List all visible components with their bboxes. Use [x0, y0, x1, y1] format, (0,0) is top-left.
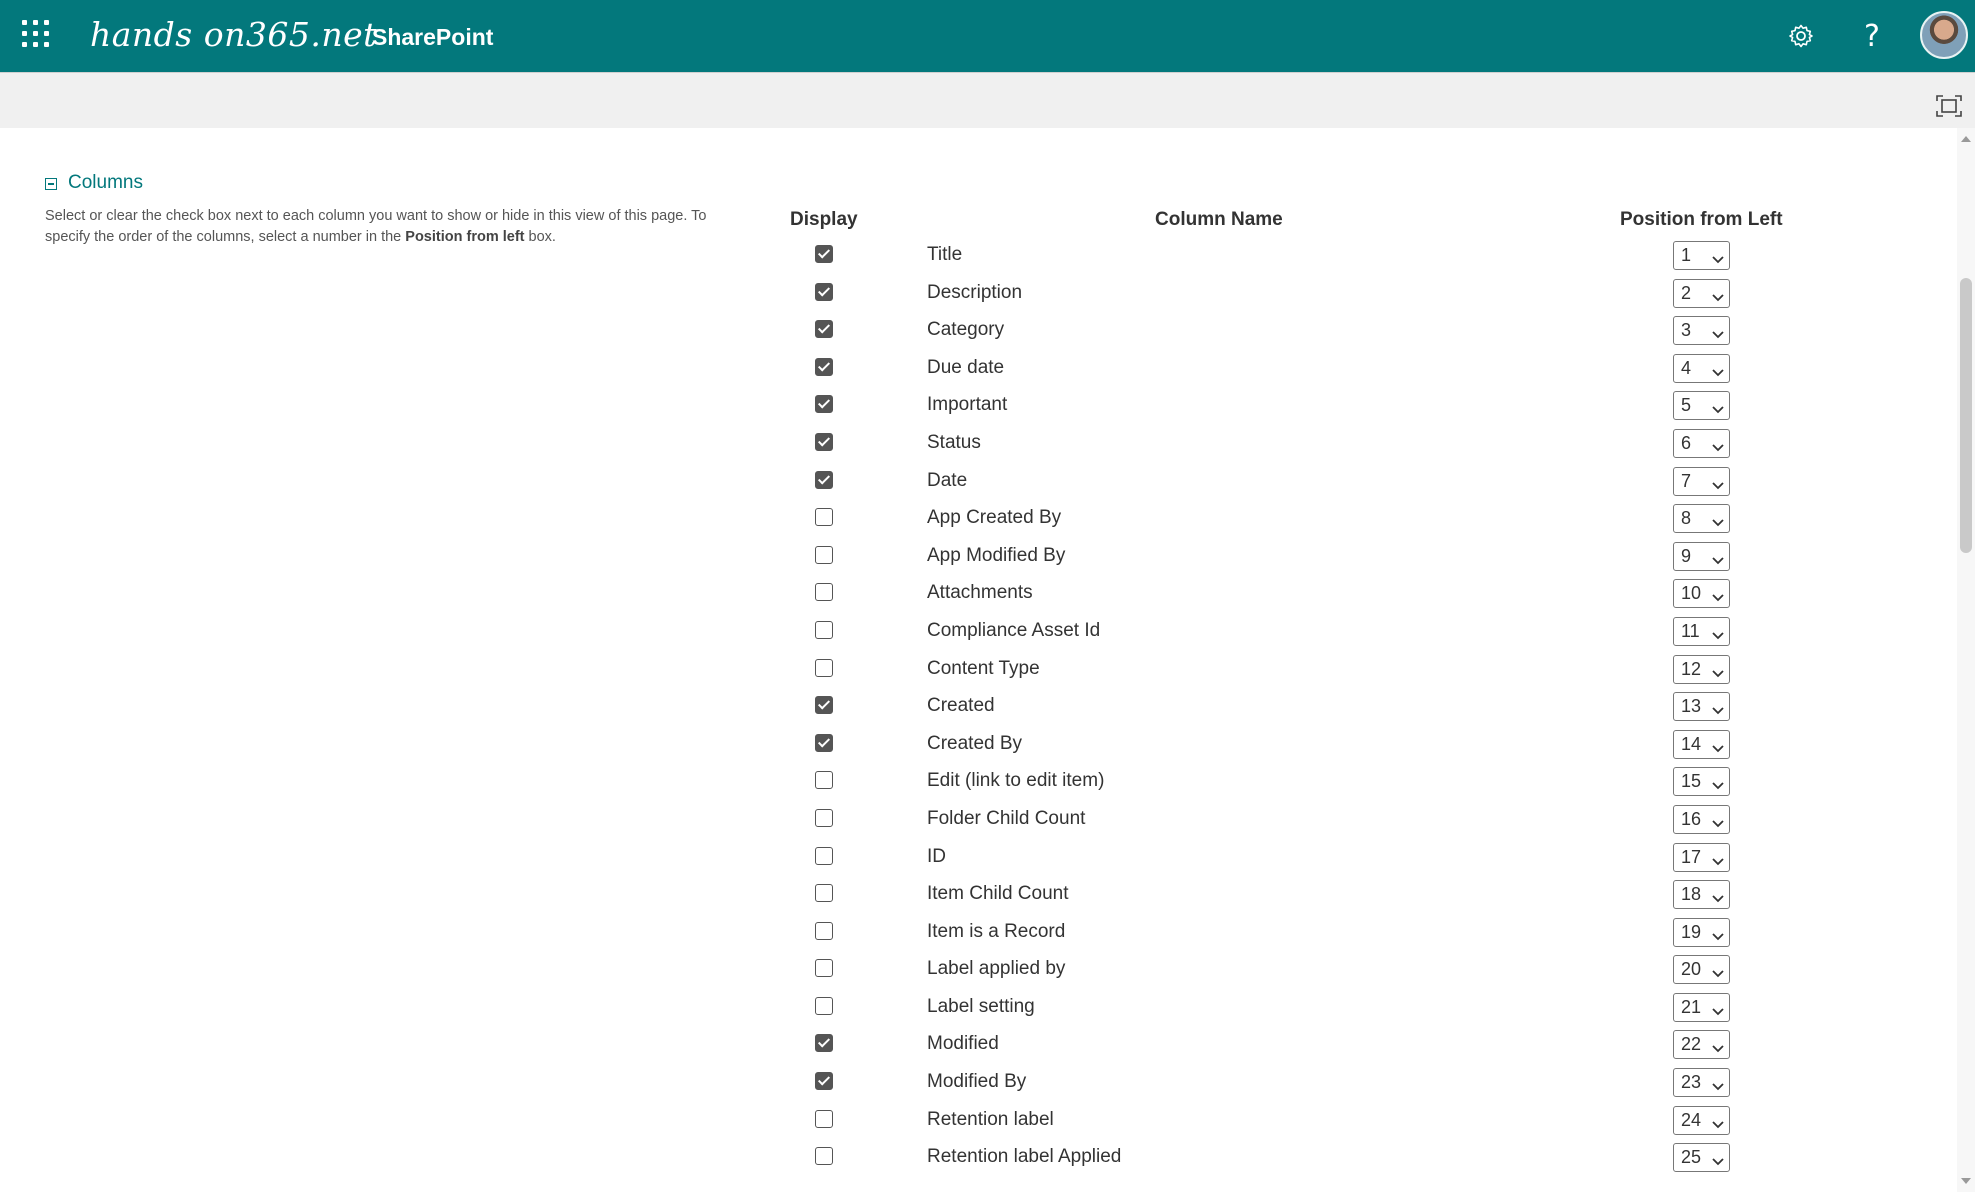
chevron-down-icon [1712, 853, 1724, 871]
position-select[interactable] [1673, 504, 1730, 533]
position-select[interactable] [1673, 1030, 1730, 1059]
column-name: Attachments [927, 582, 1033, 604]
scroll-up-arrow-icon[interactable] [1961, 136, 1971, 142]
column-name: App Modified By [927, 544, 1066, 566]
column-row [0, 1030, 1900, 1068]
position-value: 13 [1681, 696, 1702, 717]
column-name: Compliance Asset Id [927, 619, 1101, 641]
display-checkbox[interactable] [815, 283, 833, 301]
chevron-down-icon [1712, 289, 1724, 307]
section-description-end: box. [524, 229, 556, 245]
column-name: Status [927, 431, 981, 453]
position-value: 7 [1681, 470, 1692, 491]
column-name: Modified [927, 1033, 999, 1055]
chevron-down-icon [1712, 702, 1724, 720]
section-description-bold: Position from left [405, 229, 525, 245]
position-select[interactable] [1673, 316, 1730, 345]
column-row [0, 730, 1900, 768]
column-row [0, 391, 1900, 429]
position-value: 11 [1681, 620, 1700, 641]
position-value: 12 [1681, 658, 1702, 679]
column-row [0, 993, 1900, 1031]
chevron-down-icon [1712, 514, 1724, 532]
column-name: Item is a Record [927, 920, 1066, 942]
chevron-down-icon [1712, 1003, 1724, 1021]
position-select[interactable] [1673, 993, 1730, 1022]
column-row [0, 767, 1900, 805]
column-row [0, 955, 1900, 993]
display-checkbox[interactable] [815, 433, 833, 451]
display-checkbox[interactable] [815, 659, 833, 677]
display-checkbox[interactable] [815, 320, 833, 338]
suite-bar [0, 0, 1975, 72]
column-name: Folder Child Count [927, 807, 1086, 829]
column-name: Created [927, 695, 995, 717]
position-value: 17 [1681, 846, 1702, 867]
position-value: 24 [1681, 1109, 1702, 1130]
column-row [0, 880, 1900, 918]
position-select[interactable] [1673, 918, 1730, 947]
column-row [0, 1068, 1900, 1106]
display-checkbox[interactable] [815, 771, 833, 789]
display-checkbox[interactable] [815, 997, 833, 1015]
column-row [0, 579, 1900, 617]
position-value: 6 [1681, 432, 1692, 453]
position-value: 8 [1681, 508, 1692, 529]
display-checkbox[interactable] [815, 1147, 833, 1165]
column-row [0, 241, 1900, 279]
position-value: 15 [1681, 771, 1702, 792]
chevron-down-icon [1712, 740, 1724, 758]
position-select[interactable] [1673, 391, 1730, 420]
app-launcher-icon[interactable] [18, 16, 52, 56]
display-checkbox[interactable] [815, 1072, 833, 1090]
chevron-down-icon [1712, 401, 1724, 419]
position-select[interactable] [1673, 767, 1730, 796]
column-name: Retention label Applied [927, 1146, 1122, 1168]
position-value: 21 [1681, 996, 1702, 1017]
display-checkbox[interactable] [815, 245, 833, 263]
position-value: 23 [1681, 1072, 1702, 1093]
display-checkbox[interactable] [815, 621, 833, 639]
column-row [0, 692, 1900, 730]
position-value: 19 [1681, 921, 1702, 942]
chevron-down-icon [1712, 326, 1724, 344]
help-icon[interactable]: ? [1864, 18, 1880, 54]
column-name: ID [927, 845, 946, 867]
position-select[interactable] [1673, 730, 1730, 759]
position-select[interactable] [1673, 1106, 1730, 1135]
position-value: 5 [1681, 395, 1692, 416]
display-checkbox[interactable] [815, 508, 833, 526]
position-value: 10 [1681, 583, 1702, 604]
column-name: Title [927, 244, 963, 265]
position-select[interactable] [1673, 843, 1730, 872]
position-select[interactable] [1673, 429, 1730, 458]
display-checkbox[interactable] [815, 959, 833, 977]
column-row [0, 843, 1900, 881]
column-name: Item Child Count [927, 883, 1069, 905]
chevron-down-icon [1712, 627, 1724, 645]
chevron-down-icon [1712, 928, 1724, 946]
position-select[interactable] [1673, 241, 1730, 270]
collapse-section-icon[interactable] [45, 178, 57, 190]
column-row [0, 542, 1900, 580]
display-checkbox[interactable] [815, 809, 833, 827]
position-value: 3 [1681, 320, 1692, 341]
chevron-down-icon [1712, 439, 1724, 457]
position-select[interactable] [1673, 354, 1730, 383]
column-name: Edit (link to edit item) [927, 770, 1105, 792]
position-select[interactable] [1673, 692, 1730, 721]
position-value: 16 [1681, 808, 1702, 829]
position-select[interactable] [1673, 805, 1730, 834]
display-checkbox[interactable] [815, 1110, 833, 1128]
chevron-down-icon [1712, 477, 1724, 495]
header-display: Display [790, 209, 858, 230]
position-select[interactable] [1673, 617, 1730, 646]
position-select[interactable] [1673, 880, 1730, 909]
column-row [0, 316, 1900, 354]
chevron-down-icon [1712, 552, 1724, 570]
position-value: 1 [1681, 245, 1692, 265]
position-value: 2 [1681, 282, 1692, 303]
page-content [0, 128, 1957, 1192]
section-description-text: Select or clear the check box next to each column you want to show or hide in this view of this page. To specify the order of the columns, select a number in the [45, 208, 707, 245]
column-name: Date [927, 469, 968, 491]
column-name: Label applied by [927, 958, 1066, 980]
column-row [0, 354, 1900, 392]
position-value: 18 [1681, 884, 1702, 905]
position-select[interactable] [1673, 955, 1730, 984]
chevron-down-icon [1712, 589, 1724, 607]
vertical-scrollbar[interactable] [1957, 128, 1975, 1192]
position-select[interactable] [1673, 655, 1730, 684]
column-row [0, 279, 1900, 317]
column-name: Created By [927, 732, 1023, 754]
position-value: 14 [1681, 733, 1702, 754]
focus-mode-icon[interactable] [1934, 91, 1964, 121]
column-name: Label setting [927, 995, 1035, 1017]
chevron-down-icon [1712, 890, 1724, 908]
chevron-down-icon [1712, 1078, 1724, 1096]
chevron-down-icon [1712, 1040, 1724, 1058]
display-checkbox[interactable] [815, 922, 833, 940]
display-checkbox[interactable] [815, 583, 833, 601]
command-bar [0, 72, 1975, 128]
column-row [0, 1143, 1900, 1181]
position-value: 25 [1681, 1147, 1702, 1168]
column-name: Due date [927, 356, 1005, 378]
column-name: Category [927, 319, 1005, 341]
header-column-name: Column Name [1155, 209, 1283, 230]
column-row [0, 918, 1900, 956]
position-select[interactable] [1673, 579, 1730, 608]
position-select[interactable] [1673, 467, 1730, 496]
column-row [0, 655, 1900, 693]
column-name: Modified By [927, 1071, 1027, 1093]
display-checkbox[interactable] [815, 696, 833, 714]
column-name: Important [927, 394, 1008, 416]
gear-icon[interactable] [1783, 18, 1819, 54]
display-checkbox[interactable] [815, 884, 833, 902]
chevron-down-icon [1712, 364, 1724, 382]
display-checkbox[interactable] [815, 734, 833, 752]
header-position-from-left: Position from Left [1620, 209, 1783, 230]
columns-list [0, 241, 1900, 1181]
column-name: Content Type [927, 657, 1040, 679]
chevron-down-icon [1712, 665, 1724, 683]
column-name: App Created By [927, 507, 1062, 529]
position-select[interactable] [1673, 279, 1730, 308]
column-name: Retention label [927, 1108, 1054, 1130]
chevron-down-icon [1712, 1153, 1724, 1171]
app-name-link[interactable]: SharePoint [372, 24, 494, 50]
chevron-down-icon [1712, 1116, 1724, 1134]
site-logo[interactable]: hands on365.net [90, 15, 377, 54]
position-value: 22 [1681, 1034, 1702, 1055]
position-value: 4 [1681, 357, 1692, 378]
column-row [0, 504, 1900, 542]
display-checkbox[interactable] [815, 395, 833, 413]
display-checkbox[interactable] [815, 471, 833, 489]
chevron-down-icon [1712, 965, 1724, 983]
display-checkbox[interactable] [815, 1034, 833, 1052]
avatar[interactable] [1920, 11, 1968, 59]
display-checkbox[interactable] [815, 847, 833, 865]
column-row [0, 1106, 1900, 1144]
column-row [0, 617, 1900, 655]
chevron-down-icon [1712, 777, 1724, 795]
column-name: Description [927, 281, 1023, 303]
position-select[interactable] [1673, 1068, 1730, 1097]
display-checkbox[interactable] [815, 358, 833, 376]
position-value: 20 [1681, 959, 1702, 980]
position-select[interactable] [1673, 1143, 1730, 1172]
section-title-columns[interactable]: Columns [68, 172, 143, 193]
chevron-down-icon [1712, 251, 1724, 269]
chevron-down-icon [1712, 815, 1724, 833]
column-row [0, 467, 1900, 505]
column-row [0, 429, 1900, 467]
position-select[interactable] [1673, 542, 1730, 571]
scroll-thumb[interactable] [1960, 278, 1972, 553]
display-checkbox[interactable] [815, 546, 833, 564]
column-row [0, 805, 1900, 843]
scroll-down-arrow-icon[interactable] [1961, 1178, 1971, 1184]
position-value: 9 [1681, 545, 1692, 566]
